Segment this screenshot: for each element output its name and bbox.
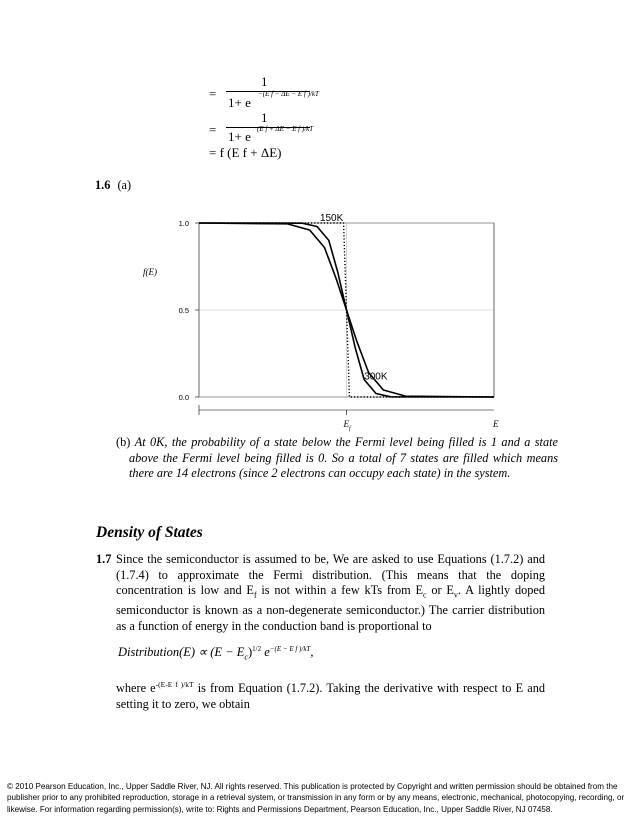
subscript: c [423, 590, 427, 600]
denominator-base: 1+ e [228, 95, 251, 110]
equals-sign: = [209, 86, 217, 101]
series-label-150k: 150K [319, 213, 344, 224]
punctuation: , [310, 645, 314, 659]
equation-lhs: Distribution(E) ∝ (E − E [118, 645, 245, 659]
y-tick-label: 0.0 [178, 393, 189, 402]
subscript: f [253, 590, 257, 600]
paragraph-text: where e [116, 681, 156, 696]
equation-result: = f (E f + ΔE) [209, 145, 282, 160]
numerator: 1 [261, 74, 268, 89]
distribution-equation: Distribution(E) ∝ $(E - E_c)^{1/2}$ $e^{-(E - E f )/kT}$, [118, 644, 314, 662]
x-tick-subscript: f [349, 426, 351, 432]
part-b-paragraph [116, 435, 558, 482]
denominator-exponent: −(E f − ΔE − E f )/kT [258, 90, 319, 98]
denominator-base: 1+ e [228, 129, 251, 144]
fermi-chart [135, 205, 535, 440]
problem-1-7-paragraph [116, 552, 545, 634]
problem-1-7-number [96, 552, 111, 568]
x-axis-label: E [493, 419, 499, 429]
superscript: −(E − E f )/kT [269, 644, 311, 653]
exponential: e [264, 645, 270, 659]
x-tick-label: $E_f$ [343, 419, 351, 432]
denominator-exponent: (E f + ΔE − E f )/kT [257, 125, 314, 133]
problem-number: 1.7 [96, 552, 112, 566]
superscript: -(E-E f )/kT [155, 680, 194, 689]
part-b-text: At 0K, the probability of a state below the Fermi level being filled is 1 and a state above the Fermi level being filled is 0. So a total of 7 states are filled which means there are 14 electrons (since 2 electrons can occupy each state) in the system. [129, 435, 558, 481]
where-paragraph [116, 677, 545, 712]
paragraph-text: is from Equation (1.7.2). Taking the derivative with respect to E and setting it to zero, we obtain [116, 681, 545, 711]
series-label-300k: 300K [364, 371, 388, 383]
paragraph-text: Since the semiconductor is assumed to be, We are asked to use Equations (1.7.2) and (1.7.4) to approximate the Fermi distribution. (This means that the doping concentration is low and E [116, 552, 545, 598]
section-heading: Density of States [96, 524, 203, 541]
paragraph-text: is not within a few kTs from E [256, 583, 424, 598]
part-b-label: (b) [116, 435, 131, 449]
paragraph-text: or E [426, 583, 454, 598]
subscript: v [453, 590, 458, 600]
copyright-footer: © 2010 Pearson Education, Inc., Upper Saddle River, NJ. All rights reserved. This publication is protected by Copyright and written permission should be obtained from the publisher prior to any prohibited reproduction, storage in a retrieval system, or transmission in any form or by any means, electronic, mechanical, photocopying, recording, or likewise. For information regarding permission(s), write to: Rights and Permissions Department, Pearson Education, Inc., Upper Saddle River, NJ 07458. [7, 782, 625, 814]
y-tick-label: 0.5 [178, 306, 189, 315]
problem-1-6-header [95, 178, 131, 193]
paragraph-text: . A lightly doped semiconductor is known as a non-degenerate semiconductor.) The carrier distribution as a function of energy in the conduction band is proportional to [116, 583, 546, 633]
subscript: c [244, 652, 248, 662]
numerator: 1 [261, 110, 268, 125]
superscript: 1/2 [252, 644, 262, 653]
problem-number: 1.6 [95, 178, 111, 192]
fermi-chart-svg [135, 205, 535, 435]
equals-sign: = [209, 122, 217, 137]
y-axis-label: f(E) [143, 267, 157, 277]
y-tick-label: 1.0 [178, 219, 189, 228]
part-label: (a) [117, 178, 132, 192]
